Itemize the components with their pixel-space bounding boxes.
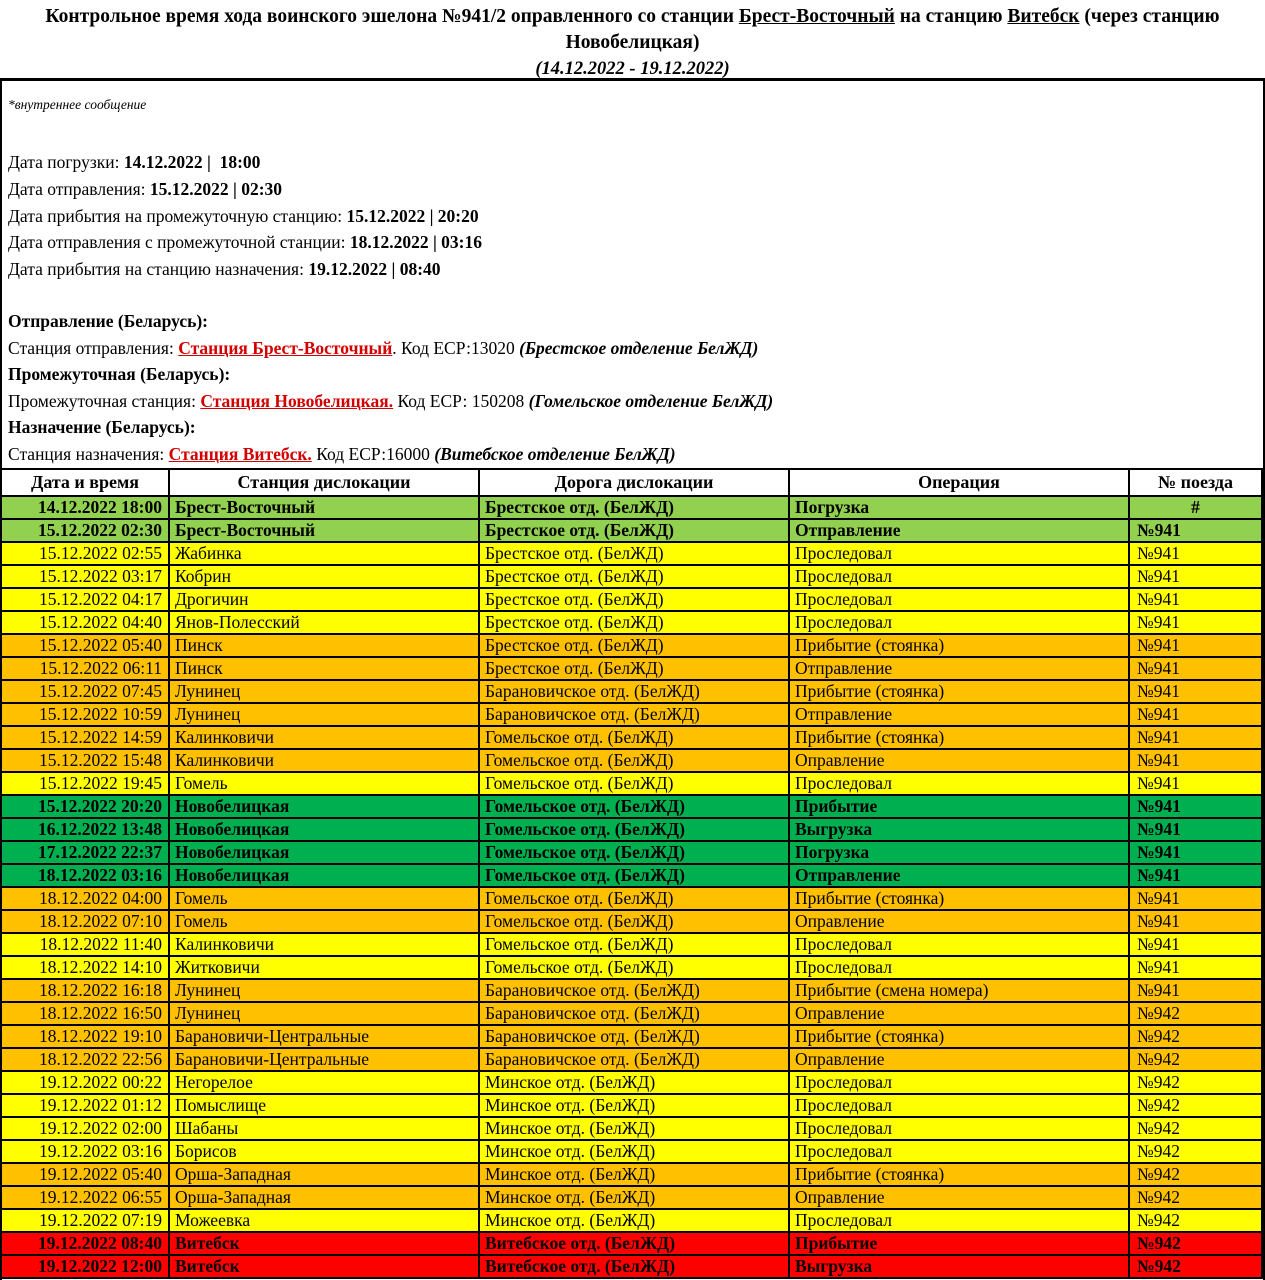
row-station: Лунинец xyxy=(169,703,479,726)
section-label: Станция назначения: xyxy=(8,443,169,464)
row-road: Брестское отд. (БелЖД) xyxy=(479,657,789,680)
row-train-number: №941 xyxy=(1129,519,1262,542)
row-station: Пинск xyxy=(169,634,479,657)
row-road: Брестское отд. (БелЖД) xyxy=(479,565,789,588)
row-datetime: 15.12.2022 03:17 xyxy=(1,565,169,588)
table-row xyxy=(1,979,1262,1002)
row-road: Гомельское отд. (БелЖД) xyxy=(479,772,789,795)
table-row xyxy=(1,611,1262,634)
route-section xyxy=(8,308,1263,361)
summary-line xyxy=(8,176,1263,203)
row-datetime: 15.12.2022 02:30 xyxy=(1,519,169,542)
row-operation: Оправление xyxy=(789,1186,1129,1209)
title-part1: Контрольное время хода воинского эшелона №941/2 оправленного со станции xyxy=(45,6,739,27)
table-row xyxy=(1,634,1262,657)
row-station: Дрогичин xyxy=(169,588,479,611)
table-row xyxy=(1,1186,1262,1209)
row-station: Витебск xyxy=(169,1255,479,1278)
row-train-number: №941 xyxy=(1129,979,1262,1002)
row-train-number: №942 xyxy=(1129,1163,1262,1186)
row-operation: Проследовал xyxy=(789,611,1129,634)
row-station: Новобелицкая xyxy=(169,818,479,841)
row-datetime: 18.12.2022 04:00 xyxy=(1,887,169,910)
row-operation: Проследовал xyxy=(789,542,1129,565)
row-operation: Оправление xyxy=(789,1002,1129,1025)
row-road: Барановичское отд. (БелЖД) xyxy=(479,1048,789,1071)
row-operation: Прибытие (стоянка) xyxy=(789,634,1129,657)
route-section xyxy=(8,361,1263,414)
table-row xyxy=(1,910,1262,933)
row-train-number: №941 xyxy=(1129,933,1262,956)
table-row xyxy=(1,726,1262,749)
row-station: Борисов xyxy=(169,1140,479,1163)
section-detail xyxy=(8,388,1263,415)
col-header-datetime: Дата и время xyxy=(1,469,169,496)
section-label: Станция отправления: xyxy=(8,337,179,358)
row-road: Гомельское отд. (БелЖД) xyxy=(479,887,789,910)
row-station: Новобелицкая xyxy=(169,841,479,864)
row-train-number: №942 xyxy=(1129,1255,1262,1278)
row-train-number: №941 xyxy=(1129,772,1262,795)
row-datetime: 15.12.2022 02:55 xyxy=(1,542,169,565)
title-part3: (через станцию Новобелицкая) xyxy=(565,6,1220,53)
row-datetime: 15.12.2022 07:45 xyxy=(1,680,169,703)
section-code: Код ЕСР:16000 xyxy=(311,443,435,464)
row-datetime: 18.12.2022 22:56 xyxy=(1,1048,169,1071)
table-row xyxy=(1,1209,1262,1232)
row-road: Гомельское отд. (БелЖД) xyxy=(479,726,789,749)
row-datetime: 19.12.2022 06:55 xyxy=(1,1186,169,1209)
row-train-number: №941 xyxy=(1129,887,1262,910)
row-station: Помыслище xyxy=(169,1094,479,1117)
section-heading: Назначение (Беларусь): xyxy=(8,417,196,438)
row-train-number: №941 xyxy=(1129,864,1262,887)
table-row xyxy=(1,519,1262,542)
summary-label: Дата погрузки: xyxy=(8,152,124,172)
row-road: Минское отд. (БелЖД) xyxy=(479,1117,789,1140)
row-train-number: # xyxy=(1129,496,1262,519)
table-row xyxy=(1,542,1262,565)
row-road: Гомельское отд. (БелЖД) xyxy=(479,841,789,864)
row-road: Минское отд. (БелЖД) xyxy=(479,1140,789,1163)
row-road: Брестское отд. (БелЖД) xyxy=(479,496,789,519)
row-train-number: №941 xyxy=(1129,749,1262,772)
col-header-road: Дорога дислокации xyxy=(479,469,789,496)
row-operation: Прибытие (стоянка) xyxy=(789,680,1129,703)
table-row xyxy=(1,749,1262,772)
col-header-train-number: № поезда xyxy=(1129,469,1262,496)
table-row xyxy=(1,933,1262,956)
row-datetime: 15.12.2022 06:11 xyxy=(1,657,169,680)
row-road: Минское отд. (БелЖД) xyxy=(479,1071,789,1094)
row-station: Брест-Восточный xyxy=(169,519,479,542)
summary-list xyxy=(8,149,1263,283)
row-train-number: №941 xyxy=(1129,611,1262,634)
row-station: Жабинка xyxy=(169,542,479,565)
row-station: Лунинец xyxy=(169,1002,479,1025)
station-link[interactable]: Станция Новобелицкая. xyxy=(200,390,394,411)
row-operation: Проследовал xyxy=(789,933,1129,956)
row-datetime: 19.12.2022 05:40 xyxy=(1,1163,169,1186)
row-train-number: №942 xyxy=(1129,1025,1262,1048)
row-datetime: 18.12.2022 16:18 xyxy=(1,979,169,1002)
row-datetime: 15.12.2022 10:59 xyxy=(1,703,169,726)
timeline-table-body xyxy=(1,496,1262,1278)
row-operation: Прибытие (стоянка) xyxy=(789,1025,1129,1048)
section-heading: Отправление (Беларусь): xyxy=(8,310,209,331)
table-row xyxy=(1,657,1262,680)
row-station: Брест-Восточный xyxy=(169,496,479,519)
row-datetime: 15.12.2022 15:48 xyxy=(1,749,169,772)
table-row xyxy=(1,864,1262,887)
summary-label: Дата прибытия на промежуточную станцию: xyxy=(8,205,347,226)
table-row xyxy=(1,887,1262,910)
row-train-number: №942 xyxy=(1129,1002,1262,1025)
row-datetime: 15.12.2022 04:40 xyxy=(1,611,169,634)
table-row xyxy=(1,1140,1262,1163)
row-road: Барановичское отд. (БелЖД) xyxy=(479,1002,789,1025)
summary-line xyxy=(8,203,1263,230)
row-train-number: №942 xyxy=(1129,1232,1262,1255)
row-station: Шабаны xyxy=(169,1117,479,1140)
row-road: Гомельское отд. (БелЖД) xyxy=(479,864,789,887)
section-detail xyxy=(8,441,1263,468)
title-to-station: Витебск xyxy=(1007,6,1080,27)
internal-message-note: *внутреннее сообщение xyxy=(8,97,147,112)
row-datetime: 18.12.2022 14:10 xyxy=(1,956,169,979)
document-title xyxy=(0,0,1265,78)
route-sections xyxy=(8,308,1263,468)
document-body xyxy=(0,78,1265,1280)
row-train-number: №941 xyxy=(1129,657,1262,680)
row-train-number: №941 xyxy=(1129,634,1262,657)
row-datetime: 17.12.2022 22:37 xyxy=(1,841,169,864)
summary-value: 15.12.2022 | 02:30 xyxy=(149,178,283,199)
table-row xyxy=(1,1163,1262,1186)
row-road: Гомельское отд. (БелЖД) xyxy=(479,749,789,772)
row-datetime: 19.12.2022 03:16 xyxy=(1,1140,169,1163)
table-row xyxy=(1,1117,1262,1140)
row-operation: Погрузка xyxy=(789,841,1129,864)
table-row xyxy=(1,703,1262,726)
row-operation: Прибытие (смена номера) xyxy=(789,979,1129,1002)
summary-value: 19.12.2022 | 08:40 xyxy=(308,259,441,280)
row-train-number: №941 xyxy=(1129,841,1262,864)
table-row xyxy=(1,588,1262,611)
row-train-number: №942 xyxy=(1129,1140,1262,1163)
section-code: . Код ЕСР:13020 xyxy=(392,337,520,358)
row-station: Житковичи xyxy=(169,956,479,979)
row-datetime: 18.12.2022 07:10 xyxy=(1,910,169,933)
row-train-number: №941 xyxy=(1129,703,1262,726)
row-datetime: 15.12.2022 20:20 xyxy=(1,795,169,818)
route-section xyxy=(8,414,1263,467)
row-datetime: 19.12.2022 12:00 xyxy=(1,1255,169,1278)
row-datetime: 15.12.2022 04:17 xyxy=(1,588,169,611)
row-train-number: №942 xyxy=(1129,1094,1262,1117)
row-road: Барановичское отд. (БелЖД) xyxy=(479,680,789,703)
summary-label: Дата прибытия на станцию назначения: xyxy=(8,259,309,280)
row-train-number: №942 xyxy=(1129,1186,1262,1209)
row-operation: Проследовал xyxy=(789,588,1129,611)
row-road: Гомельское отд. (БелЖД) xyxy=(479,910,789,933)
row-train-number: №941 xyxy=(1129,680,1262,703)
col-header-station: Станция дислокации xyxy=(169,469,479,496)
row-road: Гомельское отд. (БелЖД) xyxy=(479,933,789,956)
row-station: Калинковичи xyxy=(169,726,479,749)
row-operation: Оправление xyxy=(789,910,1129,933)
row-datetime: 14.12.2022 18:00 xyxy=(1,496,169,519)
row-station: Барановичи-Центральные xyxy=(169,1025,479,1048)
row-train-number: №942 xyxy=(1129,1209,1262,1232)
summary-value: 14.12.2022 | 18:00 xyxy=(123,152,261,172)
row-road: Минское отд. (БелЖД) xyxy=(479,1186,789,1209)
row-operation: Проследовал xyxy=(789,956,1129,979)
row-station: Гомель xyxy=(169,887,479,910)
row-station: Новобелицкая xyxy=(169,795,479,818)
title-text xyxy=(6,4,1259,56)
row-station: Новобелицкая xyxy=(169,864,479,887)
table-row xyxy=(1,1048,1262,1071)
row-operation: Оправление xyxy=(789,749,1129,772)
row-datetime: 18.12.2022 03:16 xyxy=(1,864,169,887)
row-operation: Прибытие xyxy=(789,795,1129,818)
row-road: Гомельское отд. (БелЖД) xyxy=(479,956,789,979)
row-datetime: 19.12.2022 01:12 xyxy=(1,1094,169,1117)
row-train-number: №941 xyxy=(1129,542,1262,565)
station-link[interactable]: Станция Витебск. xyxy=(168,443,312,464)
row-station: Калинковичи xyxy=(169,749,479,772)
row-datetime: 19.12.2022 00:22 xyxy=(1,1071,169,1094)
row-operation: Оправление xyxy=(789,1048,1129,1071)
row-operation: Проследовал xyxy=(789,1140,1129,1163)
row-datetime: 15.12.2022 14:59 xyxy=(1,726,169,749)
row-datetime: 19.12.2022 02:00 xyxy=(1,1117,169,1140)
row-operation: Отправление xyxy=(789,657,1129,680)
row-road: Барановичское отд. (БелЖД) xyxy=(479,703,789,726)
row-datetime: 18.12.2022 11:40 xyxy=(1,933,169,956)
row-train-number: №942 xyxy=(1129,1071,1262,1094)
row-station: Негорелое xyxy=(169,1071,479,1094)
table-header-row xyxy=(1,469,1262,496)
row-station: Орша-Западная xyxy=(169,1163,479,1186)
summary-label: Дата отправления с промежуточной станции: xyxy=(8,232,350,253)
row-train-number: №941 xyxy=(1129,795,1262,818)
row-station: Орша-Западная xyxy=(169,1186,479,1209)
row-operation: Проследовал xyxy=(789,565,1129,588)
row-train-number: №941 xyxy=(1129,565,1262,588)
row-train-number: №942 xyxy=(1129,1048,1262,1071)
table-row xyxy=(1,680,1262,703)
row-road: Брестское отд. (БелЖД) xyxy=(479,634,789,657)
section-heading: Промежуточная (Беларусь): xyxy=(8,364,231,385)
row-train-number: №941 xyxy=(1129,910,1262,933)
table-row xyxy=(1,1002,1262,1025)
timeline-table xyxy=(0,468,1263,1279)
row-station: Можеевка xyxy=(169,1209,479,1232)
row-train-number: №941 xyxy=(1129,726,1262,749)
row-operation: Выгрузка xyxy=(789,818,1129,841)
table-row xyxy=(1,1071,1262,1094)
section-division: (Витебское отделение БелЖД) xyxy=(434,443,676,464)
row-operation: Отправление xyxy=(789,864,1129,887)
section-division: (Брестское отделение БелЖД) xyxy=(519,337,759,358)
row-road: Брестское отд. (БелЖД) xyxy=(479,588,789,611)
table-row xyxy=(1,956,1262,979)
table-row xyxy=(1,772,1262,795)
row-train-number: №941 xyxy=(1129,956,1262,979)
summary-line xyxy=(8,149,1263,176)
row-datetime: 19.12.2022 08:40 xyxy=(1,1232,169,1255)
title-part2: на станцию xyxy=(894,6,1008,27)
row-operation: Отправление xyxy=(789,703,1129,726)
summary-line xyxy=(8,229,1263,256)
summary-value: 18.12.2022 | 03:16 xyxy=(349,232,483,253)
row-operation: Отправление xyxy=(789,519,1129,542)
row-train-number: №941 xyxy=(1129,588,1262,611)
row-road: Брестское отд. (БелЖД) xyxy=(479,519,789,542)
row-station: Пинск xyxy=(169,657,479,680)
row-road: Барановичское отд. (БелЖД) xyxy=(479,1025,789,1048)
table-row xyxy=(1,841,1262,864)
table-row xyxy=(1,1094,1262,1117)
section-label: Промежуточная станция: xyxy=(8,390,201,411)
col-header-operation: Операция xyxy=(789,469,1129,496)
row-station: Кобрин xyxy=(169,565,479,588)
row-datetime: 19.12.2022 07:19 xyxy=(1,1209,169,1232)
row-datetime: 15.12.2022 19:45 xyxy=(1,772,169,795)
row-train-number: №942 xyxy=(1129,1117,1262,1140)
row-operation: Прибытие (стоянка) xyxy=(789,887,1129,910)
row-operation: Прибытие (стоянка) xyxy=(789,726,1129,749)
row-operation: Проследовал xyxy=(789,1094,1129,1117)
row-operation: Проследовал xyxy=(789,772,1129,795)
row-road: Барановичское отд. (БелЖД) xyxy=(479,979,789,1002)
row-train-number: №941 xyxy=(1129,818,1262,841)
row-operation: Проследовал xyxy=(789,1209,1129,1232)
section-detail xyxy=(8,335,1263,362)
row-road: Брестское отд. (БелЖД) xyxy=(479,611,789,634)
row-datetime: 15.12.2022 05:40 xyxy=(1,634,169,657)
station-link[interactable]: Станция Брест-Восточный xyxy=(178,337,393,358)
table-row xyxy=(1,1255,1262,1278)
summary-label: Дата отправления: xyxy=(8,178,150,199)
table-row xyxy=(1,818,1262,841)
row-operation: Проследовал xyxy=(789,1071,1129,1094)
row-operation: Прибытие (стоянка) xyxy=(789,1163,1129,1186)
row-operation: Прибытие xyxy=(789,1232,1129,1255)
row-operation: Выгрузка xyxy=(789,1255,1129,1278)
section-division: (Гомельское отделение БелЖД) xyxy=(528,390,774,411)
row-station: Витебск xyxy=(169,1232,479,1255)
row-road: Витебское отд. (БелЖД) xyxy=(479,1232,789,1255)
title-date-range: (14.12.2022 - 19.12.2022) xyxy=(535,59,730,79)
row-station: Барановичи-Центральные xyxy=(169,1048,479,1071)
section-code: Код ЕСР: 150208 xyxy=(393,390,529,411)
table-row xyxy=(1,1232,1262,1255)
row-station: Лунинец xyxy=(169,680,479,703)
row-datetime: 16.12.2022 13:48 xyxy=(1,818,169,841)
row-road: Гомельское отд. (БелЖД) xyxy=(479,795,789,818)
row-station: Янов-Полесский xyxy=(169,611,479,634)
table-row xyxy=(1,795,1262,818)
row-datetime: 18.12.2022 19:10 xyxy=(1,1025,169,1048)
row-datetime: 18.12.2022 16:50 xyxy=(1,1002,169,1025)
summary-line xyxy=(8,256,1263,283)
table-row xyxy=(1,565,1262,588)
row-road: Витебское отд. (БелЖД) xyxy=(479,1255,789,1278)
row-road: Минское отд. (БелЖД) xyxy=(479,1209,789,1232)
row-operation: Погрузка xyxy=(789,496,1129,519)
title-from-station: Брест-Восточный xyxy=(738,6,895,27)
table-row xyxy=(1,496,1262,519)
row-road: Минское отд. (БелЖД) xyxy=(479,1163,789,1186)
row-station: Гомель xyxy=(169,910,479,933)
row-station: Гомель xyxy=(169,772,479,795)
row-road: Минское отд. (БелЖД) xyxy=(479,1094,789,1117)
row-road: Гомельское отд. (БелЖД) xyxy=(479,818,789,841)
summary-value: 15.12.2022 | 20:20 xyxy=(346,205,479,226)
table-row xyxy=(1,1025,1262,1048)
row-station: Лунинец xyxy=(169,979,479,1002)
row-road: Брестское отд. (БелЖД) xyxy=(479,542,789,565)
row-operation: Проследовал xyxy=(789,1117,1129,1140)
row-station: Калинковичи xyxy=(169,933,479,956)
